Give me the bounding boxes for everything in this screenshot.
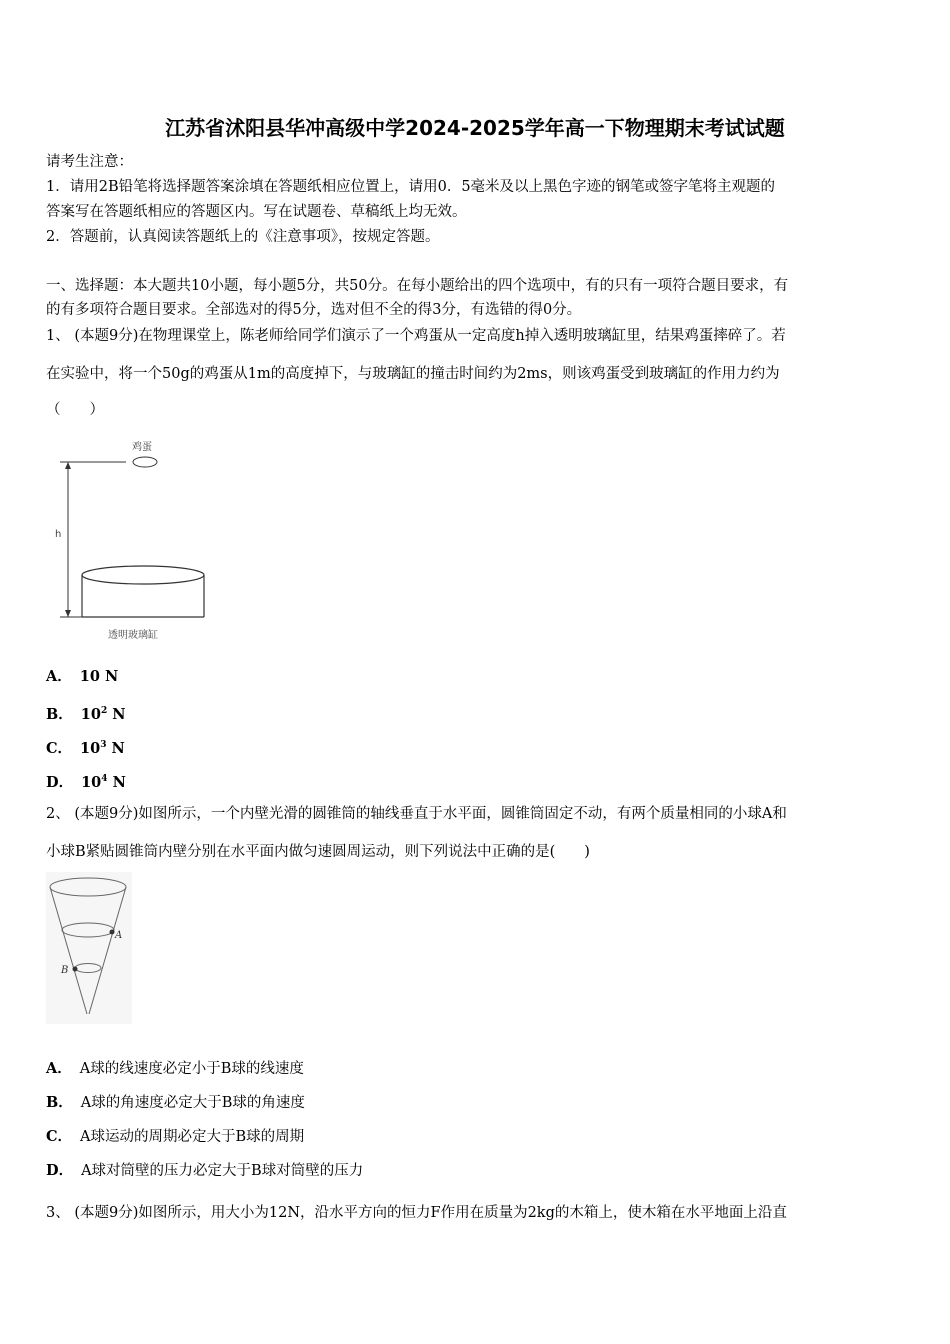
question-2-line-1: 2、 (本题9分)如图所示，一个内壁光滑的圆锥筒的轴线垂直于水平面，圆锥筒固定不动，有两个质量相同的小球A和 <box>46 806 787 822</box>
option-exponent: 4 <box>101 774 108 784</box>
tank-label: 透明玻璃缸 <box>108 630 158 641</box>
section-1-instructions-line-1: 一、选择题：本大题共10小题，每小题5分，共50分。在每小题给出的四个选项中，有的只有一项符合题目要求，有 <box>46 278 789 294</box>
option-text: A球运动的周期必定大于B球的周期 <box>80 1129 305 1145</box>
option-text: A球的角速度必定大于B球的角速度 <box>80 1095 305 1111</box>
notice-line-1: 1．请用2B铅笔将选择题答案涂填在答题纸相应位置上，请用0．5毫米及以上黑色字迹的钢笔或签字笔将主观题的 <box>46 179 776 195</box>
question-2-option-d <box>46 1161 363 1181</box>
option-text: 10 N <box>79 668 119 685</box>
question-1-option-c <box>46 735 125 759</box>
option-unit: N <box>107 773 126 791</box>
ball-a <box>110 930 115 935</box>
question-1-line-3: （ ） <box>46 402 104 418</box>
option-base: 10 <box>80 705 101 723</box>
cone-figure-background <box>46 872 132 1024</box>
height-arrow-down-head <box>65 610 71 617</box>
option-label: A． <box>46 1060 72 1077</box>
notice-line-2: 答案写在答题纸相应的答题区内。写在试题卷、草稿纸上均无效。 <box>46 204 467 220</box>
option-label: A． <box>46 668 72 685</box>
option-label: C． <box>46 739 73 757</box>
question-3-line-1: 3、 (本题9分)如图所示，用大小为12N，沿水平方向的恒力F作用在质量为2kg的木箱上，使木箱在水平地面上沿直 <box>46 1205 787 1221</box>
section-1-instructions-line-2: 的有多项符合题目要求。全部选对的得5分，选对但不全的得3分，有选错的得0分。 <box>46 302 582 318</box>
height-label: h <box>55 529 62 540</box>
egg-drop-figure <box>46 432 216 647</box>
option-label: B． <box>46 705 73 723</box>
option-unit: N <box>106 739 125 757</box>
option-label: D． <box>46 773 74 791</box>
cone-figure <box>44 872 136 1024</box>
option-base: 10 <box>80 739 101 757</box>
egg-shape <box>133 457 157 467</box>
option-label: B． <box>46 1094 73 1111</box>
question-2-option-a <box>46 1059 304 1079</box>
question-1-option-b <box>46 701 126 725</box>
question-1-option-a <box>46 667 118 687</box>
question-2-line-2: 小球B紧贴圆锥筒内壁分别在水平面内做匀速圆周运动，则下列说法中正确的是( ) <box>46 844 590 860</box>
question-2-option-b <box>46 1093 305 1113</box>
notice-heading: 请考生注意： <box>46 154 133 170</box>
ball-b <box>73 967 78 972</box>
option-label: D． <box>46 1162 74 1179</box>
question-1-line-2: 在实验中，将一个50g的鸡蛋从1m的高度掉下，与玻璃缸的撞击时间约为2ms，则该鸡蛋受到玻璃缸的作用力约为 <box>46 366 780 382</box>
tank-top-rim <box>82 566 204 584</box>
option-base: 10 <box>81 773 102 791</box>
ball-b-label: B <box>61 965 69 976</box>
option-unit: N <box>107 705 126 723</box>
option-exponent: 3 <box>100 740 107 750</box>
height-arrow-up-head <box>65 462 71 469</box>
question-1-option-d <box>46 769 126 793</box>
page-title: 江苏省沭阳县华冲高级中学2024-2025学年高一下物理期末考试试题 <box>165 116 785 140</box>
option-label: C． <box>46 1128 73 1145</box>
option-text: A球的线速度必定小于B球的线速度 <box>79 1061 304 1077</box>
question-2-option-c <box>46 1127 304 1147</box>
notice-line-3: 2．答题前，认真阅读答题纸上的《注意事项》，按规定答题。 <box>46 229 440 245</box>
option-text: A球对筒壁的压力必定大于B球对筒壁的压力 <box>81 1163 364 1179</box>
option-exponent: 2 <box>100 706 108 716</box>
egg-label: 鸡蛋 <box>132 442 152 453</box>
question-1-line-1: 1、 (本题9分)在物理课堂上，陈老师给同学们演示了一个鸡蛋从一定高度h掉入透明玻璃缸里，结果鸡蛋摔碎了。若 <box>46 328 786 344</box>
ball-a-label: A <box>115 930 123 941</box>
